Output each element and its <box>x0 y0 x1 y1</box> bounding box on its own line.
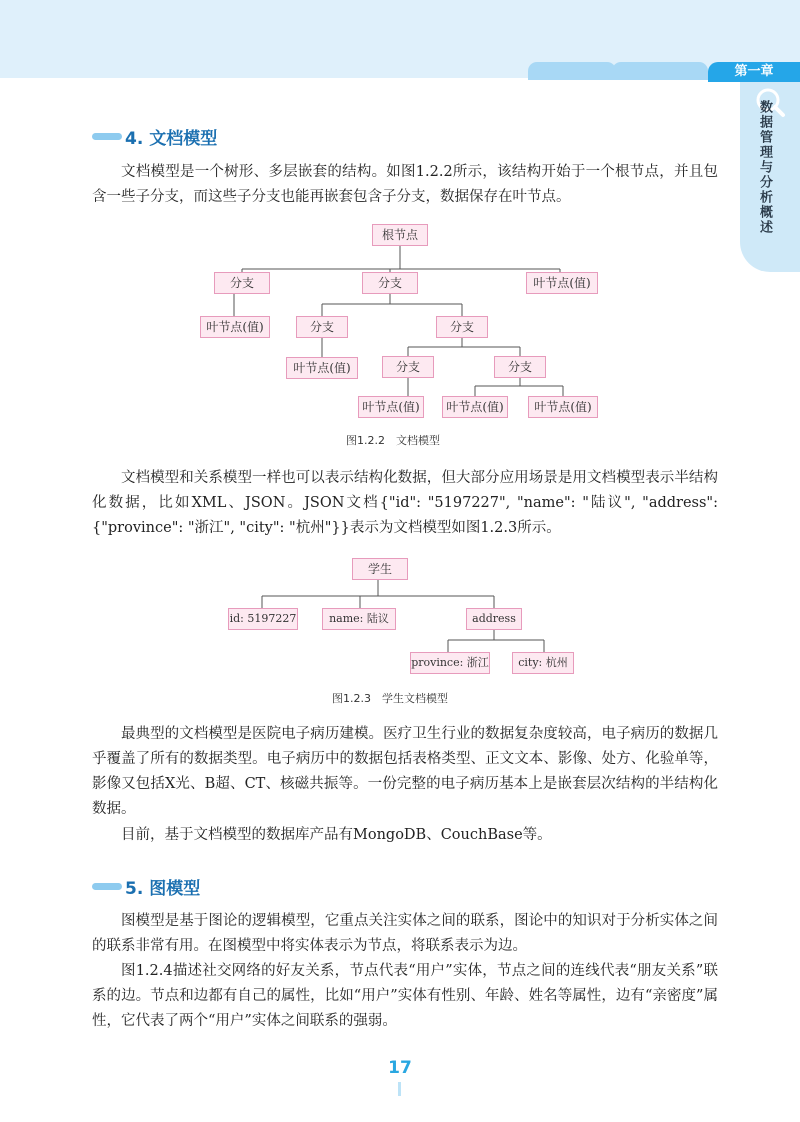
paragraph: 图1.2.4描述社交网络的好友关系，节点代表“用户”实体，节点之间的连线代表“朋友关系”联系的边。节点和边都有自己的属性，比如“用户”实体有性别、年龄、姓名等属性，边有“亲密度”属性，它代表了两个“用户”实体之间联系的强弱。 <box>92 963 718 1029</box>
chapter-tab: 第一章 <box>708 62 800 82</box>
paragraph: 文档模型是一个树形、多层嵌套的结构。如图1.2.2所示，该结构开始于一个根节点，并且包含一些子分支，而这些子分支也能再嵌套包含子分支，数据保存在叶节点。 <box>92 164 718 205</box>
branch-node: 分支 <box>436 316 488 338</box>
section-title: 4. 文档模型 <box>125 129 218 149</box>
page-marker <box>398 1082 401 1096</box>
branch-node: 分支 <box>382 356 434 378</box>
leaf-node: 叶节点(值) <box>442 396 508 418</box>
leaf-node: 叶节点(值) <box>358 396 424 418</box>
branch-node: 分支 <box>362 272 418 294</box>
name-node: name: 陆议 <box>322 608 396 630</box>
paragraph: 最典型的文档模型是医院电子病历建模。医疗卫生行业的数据复杂度较高，电子病历的数据几乎覆盖了所有的数据类型。电子病历中的数据包括表格类型、正文文本、影像、处方、化验单等，影像又包括X光、B超、CT、核磁共振等。一份完整的电子病历基本上是嵌套层次结构的半结构化数据。 <box>92 726 718 817</box>
branch-node: 分支 <box>214 272 270 294</box>
branch-node: 分支 <box>494 356 546 378</box>
paragraph: 图模型是基于图论的逻辑模型，它重点关注实体之间的联系，图论中的知识对于分析实体之间的联系非常有用。在图模型中将实体表示为节点，将联系表示为边。 <box>92 913 718 954</box>
paragraph: 目前，基于文档模型的数据库产品有MongoDB、CouchBase等。 <box>121 827 552 843</box>
header-tab-decor <box>612 62 708 80</box>
section-title: 5. 图模型 <box>125 879 201 899</box>
province-node: province: 浙江 <box>410 652 490 674</box>
side-title: 数据管理与分析概述 <box>757 100 772 235</box>
student-root-node: 学生 <box>352 558 408 580</box>
heading-bar <box>92 133 122 140</box>
leaf-node: 叶节点(值) <box>200 316 270 338</box>
section-heading <box>92 874 200 899</box>
section-heading <box>92 124 217 149</box>
address-node: address <box>466 608 522 630</box>
header-tab-decor <box>528 62 616 80</box>
leaf-node: 叶节点(值) <box>286 357 358 379</box>
branch-node: 分支 <box>296 316 348 338</box>
figure-caption: 图1.2.3 学生文档模型 <box>332 692 448 705</box>
paragraph: 文档模型和关系模型一样也可以表示结构化数据，但大部分应用场景是用文档模型表示半结构化数据，比如XML、JSON。JSON文档{"id": "5197227", "name": "陆议", "address": {"province": "浙江", "city": "杭州"}}表示为文档模型如图1.2.3所示。 <box>92 470 718 536</box>
heading-bar <box>92 883 122 890</box>
leaf-node: 叶节点(值) <box>528 396 598 418</box>
city-node: city: 杭州 <box>512 652 574 674</box>
figure-caption: 图1.2.2 文档模型 <box>346 434 440 447</box>
root-node: 根节点 <box>372 224 428 246</box>
leaf-node: 叶节点(值) <box>526 272 598 294</box>
page-number: 17 <box>388 1058 412 1078</box>
document-model-figure <box>200 222 600 422</box>
id-node: id: 5197227 <box>228 608 298 630</box>
student-document-figure <box>226 556 576 680</box>
